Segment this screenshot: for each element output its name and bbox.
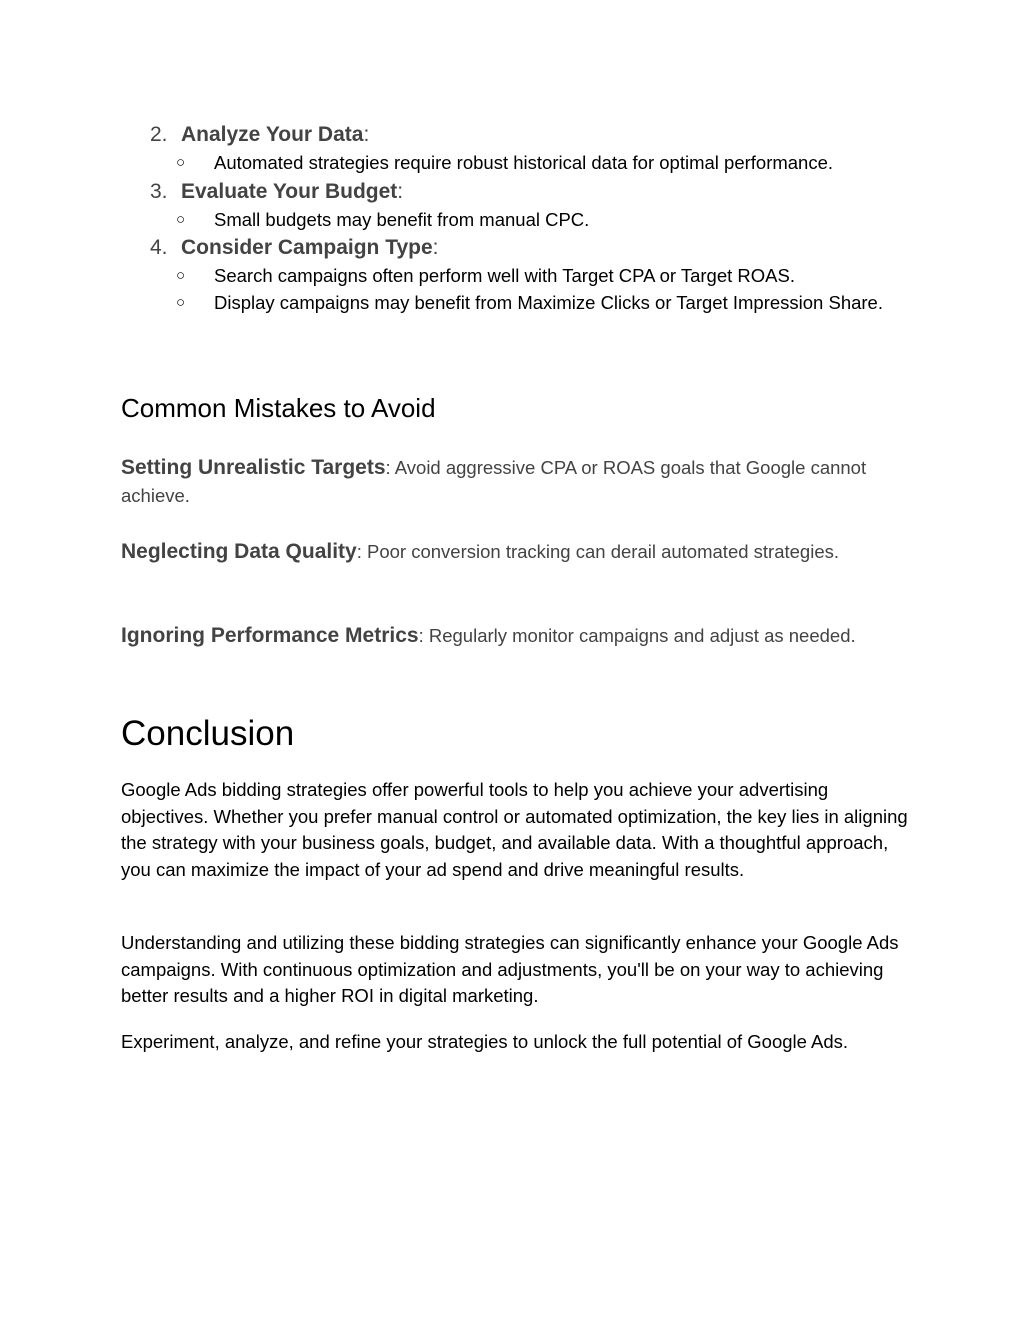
mistake-text: : Avoid aggressive CPA or ROAS goals that Google cannot achieve. (121, 457, 867, 506)
conclusion-paragraph: Understanding and utilizing these bidding strategies can significantly enhance your Google Ads campaigns. With continuous optimization and adjustments, you'll be on your way to achieving better results and a higher ROI in digital marketing. (121, 932, 899, 1006)
hollow-circle-bullet-icon: ○ (176, 293, 186, 311)
step-item (150, 233, 920, 316)
mistake-text: : Poor conversion tracking can derail automated strategies. (356, 541, 840, 562)
list-item (176, 207, 920, 234)
step-colon: : (397, 179, 404, 203)
step-bullets (150, 150, 920, 177)
mistake-title: Ignoring Performance Metrics (121, 624, 419, 647)
mistake-paragraph (121, 454, 911, 510)
conclusion-heading: Conclusion (121, 714, 295, 753)
bullet-text: Small budgets may benefit from manual CPC. (214, 208, 590, 230)
mistake-text: : Regularly monitor campaigns and adjust as needed. (418, 625, 856, 646)
step-number: 3. (150, 179, 168, 203)
step-item (150, 120, 920, 177)
bullet-text: Display campaigns may benefit from Maximize Clicks or Target Impression Share. (214, 291, 883, 313)
conclusion-paragraph: Experiment, analyze, and refine your strategies to unlock the full potential of Google Ads. (121, 1031, 849, 1052)
step-bullets (150, 263, 920, 316)
step-title: Analyze Your Data (181, 123, 364, 146)
conclusion-paragraph: Google Ads bidding strategies offer powerful tools to help you achieve your advertising objectives. Whether you prefer manual control or automated optimization, the key lies in aligning the strategy with your business goals, budget, and available data. With a thoughtful approach, you can maximize the impact of your ad spend and drive meaningful results. (121, 779, 908, 880)
steps-list (150, 120, 920, 316)
mistake-paragraph (121, 622, 911, 650)
step-number: 4. (150, 236, 168, 259)
mistake-title: Setting Unrealistic Targets (121, 456, 386, 479)
step-title: Evaluate Your Budget (181, 179, 398, 203)
step-colon: : (363, 123, 370, 146)
list-item (176, 150, 920, 177)
list-item (176, 263, 920, 290)
step-number: 2. (150, 123, 168, 146)
mistake-paragraph (121, 538, 911, 566)
bullet-text: Automated strategies require robust historical data for optimal performance. (214, 152, 834, 173)
bullet-text: Search campaigns often perform well with Target CPA or Target ROAS. (214, 265, 795, 286)
step-item (150, 177, 920, 234)
list-item (176, 290, 920, 317)
step-bullets (150, 207, 920, 234)
hollow-circle-bullet-icon: ○ (176, 210, 186, 228)
step-title: Consider Campaign Type (181, 236, 433, 259)
hollow-circle-bullet-icon: ○ (176, 154, 186, 171)
hollow-circle-bullet-icon: ○ (176, 267, 186, 284)
mistake-title: Neglecting Data Quality (121, 540, 357, 563)
mistakes-heading: Common Mistakes to Avoid (121, 393, 436, 423)
step-colon: : (432, 236, 439, 259)
